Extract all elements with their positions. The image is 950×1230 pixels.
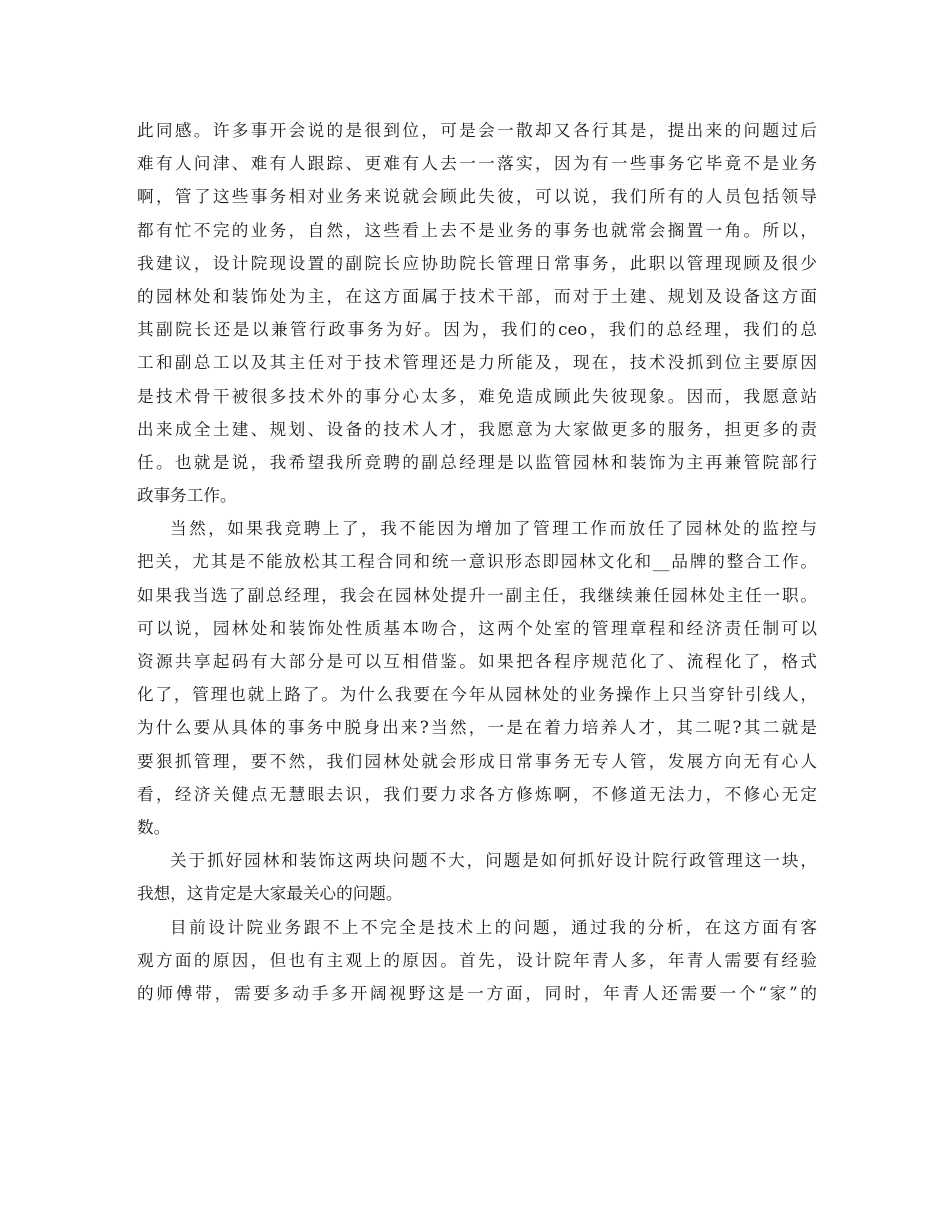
text-line: 观方面的原因，但也有主观上的原因。首先，设计院年青人多，年青人需要有经验 — [137, 950, 817, 970]
paragraph-3 — [137, 844, 817, 910]
text-line-last: 政事务工作。 — [137, 486, 237, 506]
text-line-first: 当然，如果我竞聘上了，我不能因为增加了管理工作而放任了园林处的监控与 — [170, 519, 817, 539]
text-line: 化了，管理也就上路了。为什么我要在今年从园林处的业务操作上只当穿针引线人， — [137, 685, 817, 705]
text-line: 出来成全土建、规划、设备的技术人才，我愿意为大家做更多的服务，担更多的责 — [137, 419, 817, 439]
text-line: 看，经济关健点无慧眼去识，我们要力求各方修炼啊，不修道无法力，不修心无定 — [137, 784, 817, 804]
text-line: 的师傅带，需要多动手多开阔视野这是一方面，同时，年青人还需要一个“家”的 — [137, 983, 817, 1003]
text-line: 任。也就是说，我希望我所竞聘的副总经理是以监管园林和装饰为主再兼管院部行 — [137, 452, 817, 472]
text-line-first: 目前设计院业务跟不上不完全是技术上的问题，通过我的分析，在这方面有客 — [170, 917, 817, 937]
text-line: 我建议，设计院现设置的副院长应协助院长管理日常事务，此职以管理现顾及很少 — [137, 253, 817, 273]
text-line-last: 数。 — [137, 817, 171, 837]
text-line: 资源共享起码有大部分是可以互相借鉴。如果把各程序规范化了、流程化了，格式 — [137, 652, 817, 671]
text-line: 的园林处和装饰处为主，在这方面属于技术干部，而对于土建、规划及设备这方面 — [137, 286, 817, 306]
text-line: 如果我当选了副总经理，我会在园林处提升一副主任，我继续兼任园林处主任一职。 — [137, 585, 817, 605]
text-line: 此同感。许多事开会说的是很到位，可是会一散却又各行其是，提出来的问题过后 — [137, 121, 817, 140]
text-line: 难有人问津、难有人跟踪、更难有人去一一落实，因为有一些事务它毕竟不是业务 — [137, 154, 817, 174]
text-line: 是技术骨干被很多技术外的事分心太多，难免造成顾此失彼现象。因而，我愿意站 — [137, 386, 817, 406]
text-line: 要狠抓管理，要不然，我们园林处就会形成日常事务无专人管，发展方向无有心人 — [137, 751, 817, 771]
paragraph-1 — [137, 114, 817, 512]
text-line-first: 关于抓好园林和装饰这两块问题不大，问题是如何抓好设计院行政管理这一块， — [170, 851, 817, 871]
paragraph-4 — [137, 911, 817, 1011]
text-line: 工和副总工以及其主任对于技术管理还是力所能及，现在，技术没抓到位主要原因 — [137, 353, 817, 373]
text-line: 其副院长还是以兼管行政事务为好。因为，我们的ceo，我们的总经理，我们的总 — [137, 320, 817, 340]
text-line: 可以说，园林处和装饰处性质基本吻合，这两个处室的管理章程和经济责任制可以 — [137, 618, 817, 638]
document-page — [137, 114, 817, 1010]
paragraph-2 — [137, 512, 817, 844]
text-line: 啊，管了这些事务相对业务来说就会顾此失彼，可以说，我们所有的人员包括领导 — [137, 187, 817, 207]
text-line: 都有忙不完的业务，自然，这些看上去不是业务的事务也就常会搁置一角。所以， — [137, 220, 817, 240]
text-line-last: 我想，这肯定是大家最关心的问题。 — [137, 884, 403, 904]
text-line: 为什么要从具体的事务中脱身出来?当然，一是在着力培养人才，其二呢?其二就是 — [137, 718, 817, 738]
text-line: 把关，尤其是不能放松其工程合同和统一意识形态即园林文化和__品牌的整合工作。 — [137, 552, 817, 572]
